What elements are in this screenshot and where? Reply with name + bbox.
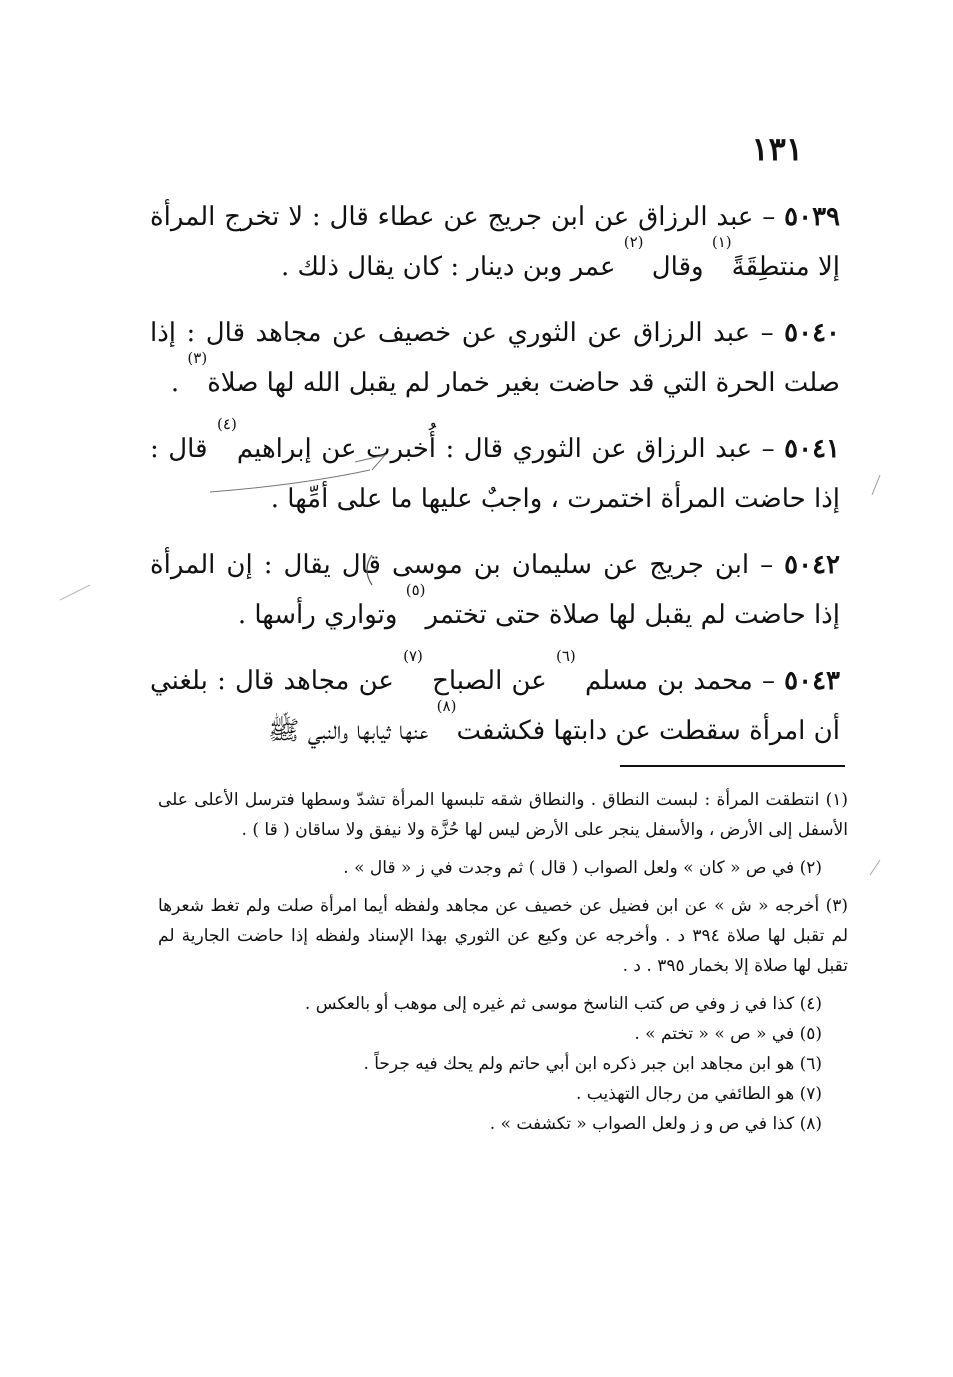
- hadith-number: ٥٠٤٢: [784, 550, 841, 580]
- footnote-ref: (٣): [187, 349, 208, 367]
- footnote-5: (٥) في « ص » « تختم » .: [634, 1024, 822, 1044]
- hadith-section: [150, 192, 840, 772]
- footnote-ref: (١): [711, 233, 732, 251]
- footnotes: [158, 785, 848, 1139]
- footnote-3: (٣) أخرجه « ش » عن ابن فضيل عن خصيف عن مجاهد ولفظه أيما امرأة صلت ولم تغط شعرها لم تقبل لها صلاة ٣٩٤ د . وأخرجه عن وكيع عن الثوري بهذا الإسناد ولفظه إذا حاضت الجارية لم تقبل لها صلاة إلا بخمار ٣٩٥ . د .: [158, 896, 849, 976]
- hadith-5042: [150, 540, 840, 640]
- hadith-number: ٥٠٤٣: [784, 666, 841, 696]
- footnote-8: (٨) كذا في ص و ز ولعل الصواب « تكشفت » .: [489, 1114, 822, 1134]
- hadith-text: وقال: [643, 252, 712, 282]
- footnote-4: (٤) كذا في ز وفي ص كتب الناسخ موسى ثم غيره إلى موهب أو بالعكس .: [304, 994, 822, 1014]
- hadith-text: عمر وبن دينار : كان يقال ذلك .: [280, 252, 624, 282]
- hadith-number: ٥٠٤٠: [784, 318, 840, 348]
- hadith-5041: [150, 415, 841, 524]
- pen-stroke: [60, 585, 90, 600]
- footnote-ref: (٦): [556, 647, 576, 665]
- hadith-text: – عبد الرزاق عن ابن جريج عن عطاء قال : لا تخرج المرأة إلا منتطِقَةً: [150, 202, 840, 282]
- hadith-text: – ابن جريج عن سليمان بن موسى قال يقال : إن المرأة إذا حاضت لم يقبل لها صلاة حتى تختمر: [150, 550, 840, 630]
- pen-stroke: [872, 475, 880, 495]
- page-number: ١٣١: [751, 130, 803, 168]
- footnote-2: (٢) في ص « كان » ولعل الصواب ( قال ) ثم وجدت في ز « قال » .: [343, 858, 822, 878]
- hadith-5039: [150, 192, 840, 292]
- footnote-6: (٦) هو ابن مجاهد ابن جبر ذكره ابن أبي حاتم ولم يحك فيه جرحاً .: [363, 1054, 822, 1074]
- hadith-text: عن مجاهد قال : بلغني أن امرأة سقطت عن دابتها فكشفت: [150, 666, 840, 746]
- hadith-text: وتواري رأسها .: [237, 600, 406, 630]
- hadith-5040: [150, 308, 840, 408]
- hadith-text: – محمد بن مسلم: [575, 666, 775, 696]
- footnote-ref: (٢): [623, 233, 644, 251]
- footnote-ref: (٨): [436, 697, 457, 715]
- hadith-text: عنها ثيابها والنبي ﷺ: [268, 716, 437, 746]
- hadith-text: عن الصباح: [422, 666, 556, 696]
- footnote-7: (٧) هو الطائفي من رجال التهذيب .: [575, 1084, 822, 1104]
- hadith-5043: [150, 647, 841, 756]
- footnote-ref: (٧): [403, 647, 423, 665]
- hadith-number: ٥٠٤١: [784, 434, 841, 464]
- hadith-text: – عبد الرزاق عن الثوري قال : أُخبرت عن إبراهيم: [236, 434, 775, 464]
- hadith-text: قال : إذا حاضت المرأة اختمرت ، واجبٌ عليها ما على أمِّها .: [150, 434, 840, 514]
- hadith-text: .: [170, 368, 188, 398]
- footnote-divider: [620, 765, 845, 767]
- hadith-text: – عبد الرزاق عن الثوري عن خصيف عن مجاهد قال : إذا صلت الحرة التي قد حاضت بغير خمار لم يقبل الله لها صلاة: [150, 318, 840, 398]
- footnote-1: (١) انتطقت المرأة : لبست النطاق . والنطاق شقه تلبسها المرأة تشدّ وسطها فترسل الأعلى على الأسفل إلى الأرض ، والأسفل ينجر على الأرض ليس لها حُزَّة ولا نيفق ولا ساقان ( قا ) .: [158, 790, 848, 840]
- hadith-number: ٥٠٣٩: [784, 202, 841, 232]
- footnote-ref: (٤): [217, 415, 237, 433]
- pen-stroke: [870, 860, 880, 875]
- footnote-ref: (٥): [405, 581, 426, 599]
